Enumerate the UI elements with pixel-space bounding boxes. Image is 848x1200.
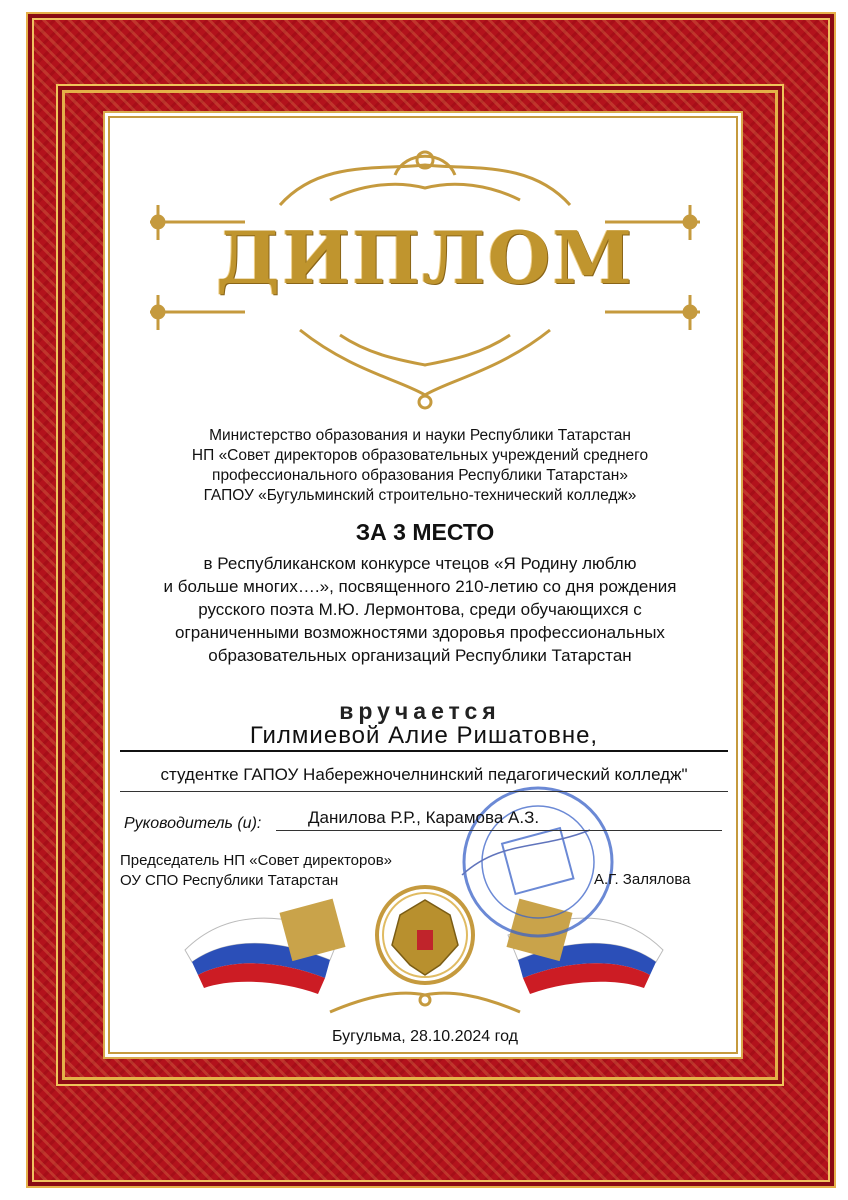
chair-line: Председатель НП «Совет директоров»	[120, 852, 393, 869]
organizer-line: НП «Совет директоров образовательных учреждений среднего	[191, 447, 649, 464]
contest-description	[120, 552, 720, 667]
chair-signature-name: А.Г. Залялова	[594, 871, 691, 888]
supervisor-names: Данилова Р.Р., Карамова А.З.	[308, 808, 540, 827]
place-heading: ЗА 3 МЕСТО	[355, 519, 495, 545]
city-date: Бугульма, 28.10.2024 год	[332, 1028, 518, 1045]
diploma-title: ДИПЛОМ	[215, 215, 635, 300]
left-ribbon	[185, 899, 346, 994]
title-underline-ornament	[300, 330, 550, 408]
organizers-block	[140, 426, 700, 506]
supervisor-label: Руководитель (и):	[124, 815, 262, 832]
chair-title	[120, 851, 450, 891]
contest-line: в Республиканском конкурсе чтецов «Я Родину люблю	[203, 554, 637, 573]
awarded-label: вручается	[339, 698, 501, 724]
organizer-line: профессионального образования Республики Татарстан»	[212, 467, 628, 484]
contest-line: образовательных организаций Республики Татарстан	[208, 646, 632, 665]
contest-line: ограниченными возможностями здоровья профессиональных	[175, 623, 665, 642]
right-ribbon	[506, 899, 663, 994]
contest-line: и больше многих….», посвященного 210-летию со дня рождения	[163, 577, 677, 596]
student-info: студентке ГАПОУ Набережночелнинский педагогический колледж"	[120, 765, 728, 792]
top-flourish-ornament	[280, 152, 570, 205]
bottom-flourish-ornament	[330, 993, 520, 1012]
organizer-line: Министерство образования и науки Республики Татарстан	[209, 427, 631, 444]
chair-line: ОУ СПО Республики Татарстан	[120, 872, 339, 889]
recipient-name: Гилмиевой Алие Ришатовне,	[120, 722, 728, 752]
coat-of-arms-emblem	[377, 887, 473, 983]
organizer-line: ГАПОУ «Бугульминский строительно-технический колледж»	[203, 487, 637, 504]
contest-line: русского поэта М.Ю. Лермонтова, среди обучающихся с	[198, 600, 642, 619]
